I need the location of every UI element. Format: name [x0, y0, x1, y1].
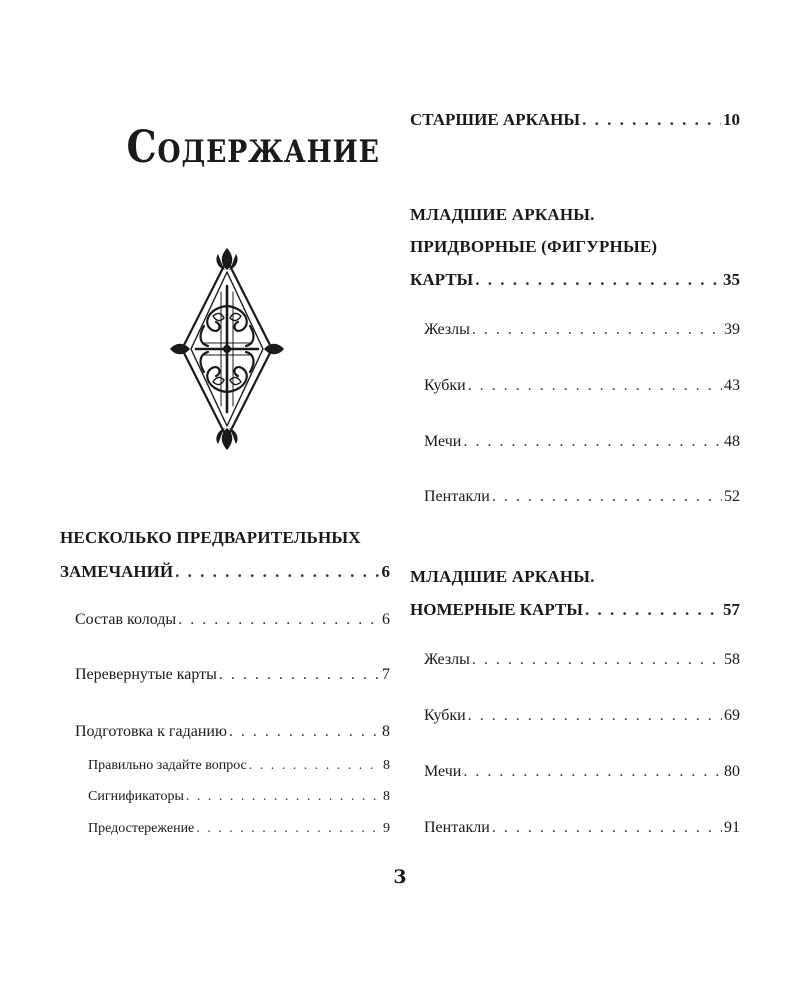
toc-entry-label: Жезлы	[424, 321, 470, 338]
toc-entry-label: Сигнификаторы	[88, 789, 184, 804]
toc-entry-label: КАРТЫ	[410, 270, 474, 289]
ornamental-cross-icon	[168, 246, 286, 452]
toc-entry-page: 6	[381, 562, 390, 581]
toc-entry-page: 8	[383, 789, 390, 804]
toc-entry-deck-composition[interactable]	[75, 611, 390, 629]
toc-entry-page: 57	[723, 600, 740, 619]
dot-leader	[472, 321, 722, 339]
toc-entry-label: НОМЕРНЫЕ КАРТЫ	[410, 600, 583, 619]
toc-entry-label: СТАРШИЕ АРКАНЫ	[410, 110, 581, 129]
toc-entry-page: 35	[723, 270, 740, 289]
toc-entry-intro[interactable]	[60, 562, 390, 582]
toc-entry-page: 10	[723, 110, 740, 129]
dot-leader	[249, 758, 381, 774]
dot-leader	[475, 270, 721, 290]
dot-leader	[492, 488, 722, 506]
toc-entry-number-wands[interactable]	[424, 651, 740, 669]
toc-entry-label: Предостережение	[88, 821, 195, 836]
toc-entry-page: 9	[383, 821, 390, 836]
toc-entry-court-pentacles[interactable]	[424, 488, 740, 506]
toc-subentry-warning[interactable]	[88, 821, 390, 837]
court-cards-heading-line1: МЛАДШИЕ АРКАНЫ.	[410, 205, 595, 224]
toc-entry-page: 52	[724, 488, 740, 505]
dot-leader	[186, 789, 381, 805]
toc-entry-page: 8	[383, 758, 390, 773]
number-cards-heading-line1: МЛАДШИЕ АРКАНЫ.	[410, 567, 595, 586]
toc-entry-major-arcana[interactable]	[410, 110, 740, 130]
toc-entry-label: Пентакли	[424, 488, 490, 505]
toc-entry-page: 7	[382, 666, 390, 683]
toc-entry-label: ЗАМЕЧАНИЙ	[60, 562, 174, 581]
toc-entry-court-cards[interactable]	[410, 270, 740, 290]
toc-entry-label: Кубки	[424, 377, 466, 394]
toc-entry-label: Мечи	[424, 763, 462, 780]
dot-leader	[463, 763, 722, 781]
toc-entry-page: 80	[724, 763, 740, 780]
toc-entry-label: Мечи	[424, 433, 462, 450]
court-cards-heading-line2: ПРИДВОРНЫЕ (ФИГУРНЫЕ)	[410, 237, 658, 256]
toc-subentry-ask-question[interactable]	[88, 758, 390, 774]
dot-leader	[585, 600, 721, 620]
dot-leader	[219, 666, 380, 684]
dot-leader	[492, 819, 722, 837]
toc-entry-page: 58	[724, 651, 740, 668]
toc-entry-number-cups[interactable]	[424, 707, 740, 725]
toc-entry-page: 8	[382, 723, 390, 740]
dot-leader	[582, 110, 721, 130]
dot-leader	[468, 377, 722, 395]
dot-leader	[196, 821, 381, 837]
toc-entry-page: 91	[724, 819, 740, 836]
toc-entry-page: 6	[382, 611, 390, 628]
toc-subentry-significators[interactable]	[88, 789, 390, 805]
dot-leader	[175, 562, 379, 582]
page-title: Содержание	[126, 122, 380, 173]
toc-entry-label: Перевернутые карты	[75, 666, 217, 683]
dot-leader	[468, 707, 722, 725]
toc-entry-label: Правильно задайте вопрос	[88, 758, 247, 773]
toc-entry-label: Кубки	[424, 707, 466, 724]
toc-entry-page: 43	[724, 377, 740, 394]
toc-entry-preparation[interactable]	[75, 723, 390, 741]
toc-entry-reversed-cards[interactable]	[75, 666, 390, 684]
toc-entry-court-swords[interactable]	[424, 433, 740, 451]
page-number: 3	[393, 866, 407, 888]
toc-entry-label: Жезлы	[424, 651, 470, 668]
toc-entry-court-cups[interactable]	[424, 377, 740, 395]
toc-entry-label: Пентакли	[424, 819, 490, 836]
dot-leader	[229, 723, 380, 741]
dot-leader	[178, 611, 380, 629]
toc-entry-label: Состав колоды	[75, 611, 177, 628]
toc-entry-court-wands[interactable]	[424, 321, 740, 339]
toc-entry-number-cards[interactable]	[410, 600, 740, 620]
toc-entry-page: 48	[724, 433, 740, 450]
toc-entry-number-pentacles[interactable]	[424, 819, 740, 837]
toc-entry-number-swords[interactable]	[424, 763, 740, 781]
toc-entry-page: 69	[724, 707, 740, 724]
dot-leader	[463, 433, 722, 451]
dot-leader	[472, 651, 722, 669]
toc-entry-label: Подготовка к гаданию	[75, 723, 227, 740]
toc-entry-page: 39	[724, 321, 740, 338]
intro-heading-line1: НЕСКОЛЬКО ПРЕДВАРИТЕЛЬНЫХ	[60, 528, 361, 547]
